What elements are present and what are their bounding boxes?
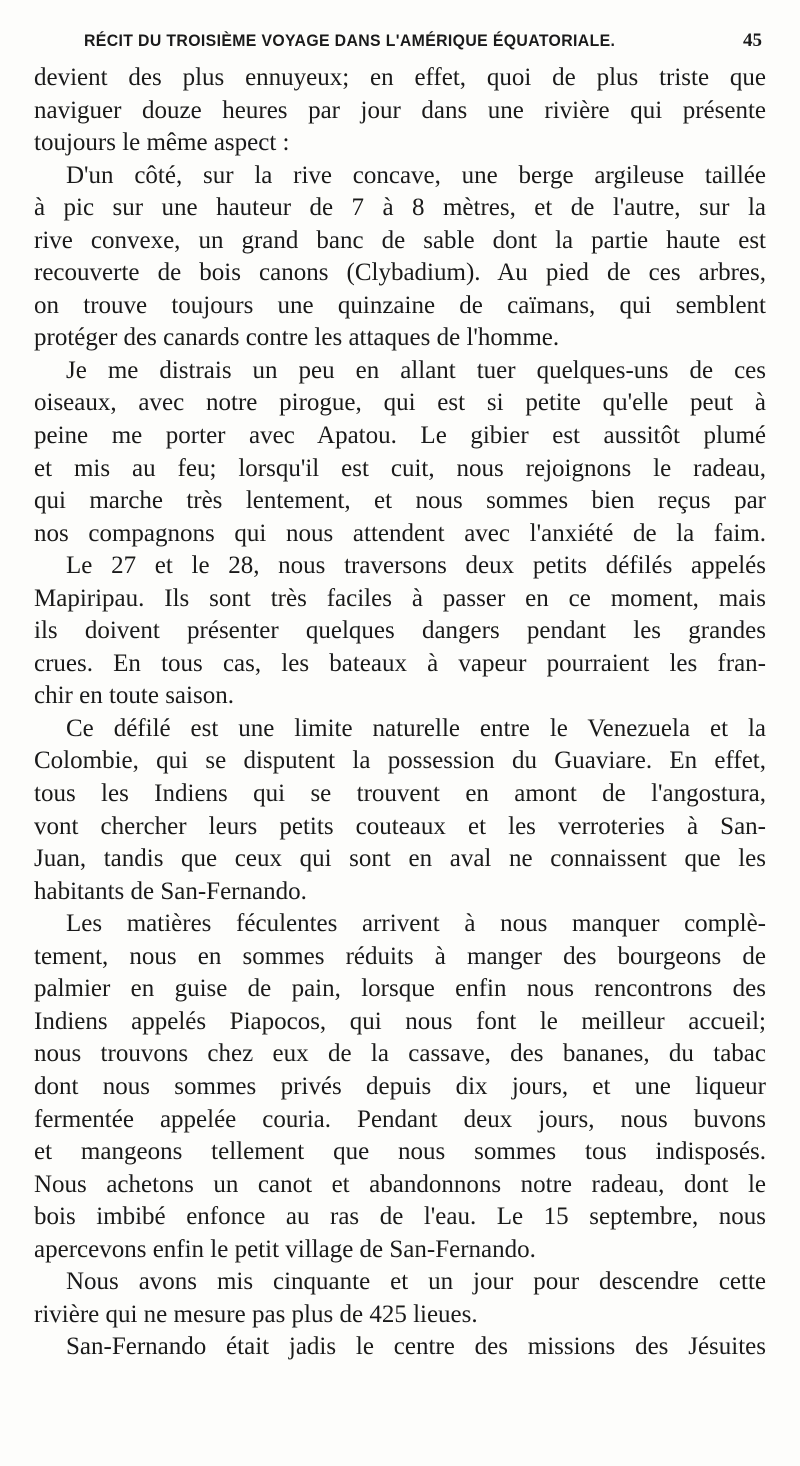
text-line: tous les Indiens qui se trouvent en amont de l'angostura, xyxy=(34,780,766,808)
text-line: Ce défilé est une limite naturelle entre le Venezuela et la xyxy=(66,714,766,742)
text-line: habitants de San-Fernando. xyxy=(34,877,307,905)
text-line: vont chercher leurs petits couteaux et les verroteries à San- xyxy=(34,812,766,840)
text-line: rive convexe, un grand banc de sable dont la partie haute est xyxy=(34,226,766,254)
text-line: Les matières féculentes arrivent à nous manquer complè- xyxy=(66,910,766,938)
text-line: Le 27 et le 28, nous traversons deux petits défilés appelés xyxy=(66,552,766,580)
text-line: toujours le même aspect : xyxy=(34,129,290,157)
text-line: apercevons enfin le petit village de San-Fernando. xyxy=(34,1235,536,1263)
text-line: fermentée appelée couria. Pendant deux jours, nous buvons xyxy=(34,1105,766,1133)
text-line: rivière qui ne mesure pas plus de 425 lieues. xyxy=(34,1300,478,1328)
body-text xyxy=(34,62,766,1364)
text-line: Nous avons mis cinquante et un jour pour descendre cette xyxy=(66,1268,766,1296)
text-line: ils doivent présenter quelques dangers pendant les grandes xyxy=(34,617,766,645)
text-line: bois imbibé enfonce au ras de l'eau. Le 15 septembre, nous xyxy=(34,1203,766,1231)
text-line: et mis au feu; lorsqu'il est cuit, nous rejoignons le radeau, xyxy=(34,454,766,482)
text-line: Juan, tandis que ceux qui sont en aval ne connaissent que les xyxy=(34,845,766,873)
text-line: protéger des canards contre les attaques de l'homme. xyxy=(34,324,560,352)
page-number: 45 xyxy=(743,30,762,51)
text-line: peine me porter avec Apatou. Le gibier est aussitôt plumé xyxy=(34,422,766,450)
text-line: devient des plus ennuyeux; en effet, quoi de plus triste que xyxy=(34,64,766,91)
running-head xyxy=(34,26,766,56)
text-line: Colombie, qui se disputent la possession du Guaviare. En effet, xyxy=(34,747,766,775)
text-line: on trouve toujours une quinzaine de caïmans, qui semblent xyxy=(34,291,766,319)
text-line: qui marche très lentement, et nous sommes bien reçus par xyxy=(34,487,766,515)
text-line: Mapiripau. Ils sont très faciles à passer en ce moment, mais xyxy=(34,584,766,612)
text-line: Je me distrais un peu en allant tuer quelques-uns de ces xyxy=(66,356,766,384)
text-line: palmier en guise de pain, lorsque enfin nous rencontrons des xyxy=(34,975,766,1003)
text-line: Indiens appelés Piapocos, qui nous font le meilleur accueil; xyxy=(34,1007,766,1035)
text-line: et mangeons tellement que nous sommes tous indisposés. xyxy=(34,1138,766,1166)
text-line: nos compagnons qui nous attendent avec l'anxiété de la faim. xyxy=(34,519,766,547)
text-line: Nous achetons un canot et abandonnons notre radeau, dont le xyxy=(34,1170,766,1198)
text-line: San-Fernando était jadis le centre des missions des Jésuites xyxy=(66,1333,766,1361)
text-line: nous trouvons chez eux de la cassave, des bananes, du tabac xyxy=(34,1040,766,1068)
text-line: crues. En tous cas, les bateaux à vapeur pourraient les fran- xyxy=(34,649,766,677)
text-line: à pic sur une hauteur de 7 à 8 mètres, et de l'autre, sur la xyxy=(34,194,766,222)
text-line: oiseaux, avec notre pirogue, qui est si petite qu'elle peut à xyxy=(34,389,766,417)
text-line: naviguer douze heures par jour dans une rivière qui présente xyxy=(34,96,766,124)
text-line: dont nous sommes privés depuis dix jours, et une liqueur xyxy=(34,1072,766,1100)
running-title: RÉCIT DU TROISIÈME VOYAGE DANS L'AMÉRIQUE ÉQUATORIALE. xyxy=(84,31,616,50)
text-line: recouverte de bois canons (Clybadium). Au pied de ces arbres, xyxy=(34,259,766,287)
text-line: chir en toute saison. xyxy=(34,682,234,710)
text-line: tement, nous en sommes réduits à manger des bourgeons de xyxy=(34,942,766,970)
text-line: D'un côté, sur la rive concave, une berge argileuse taillée xyxy=(66,161,766,189)
